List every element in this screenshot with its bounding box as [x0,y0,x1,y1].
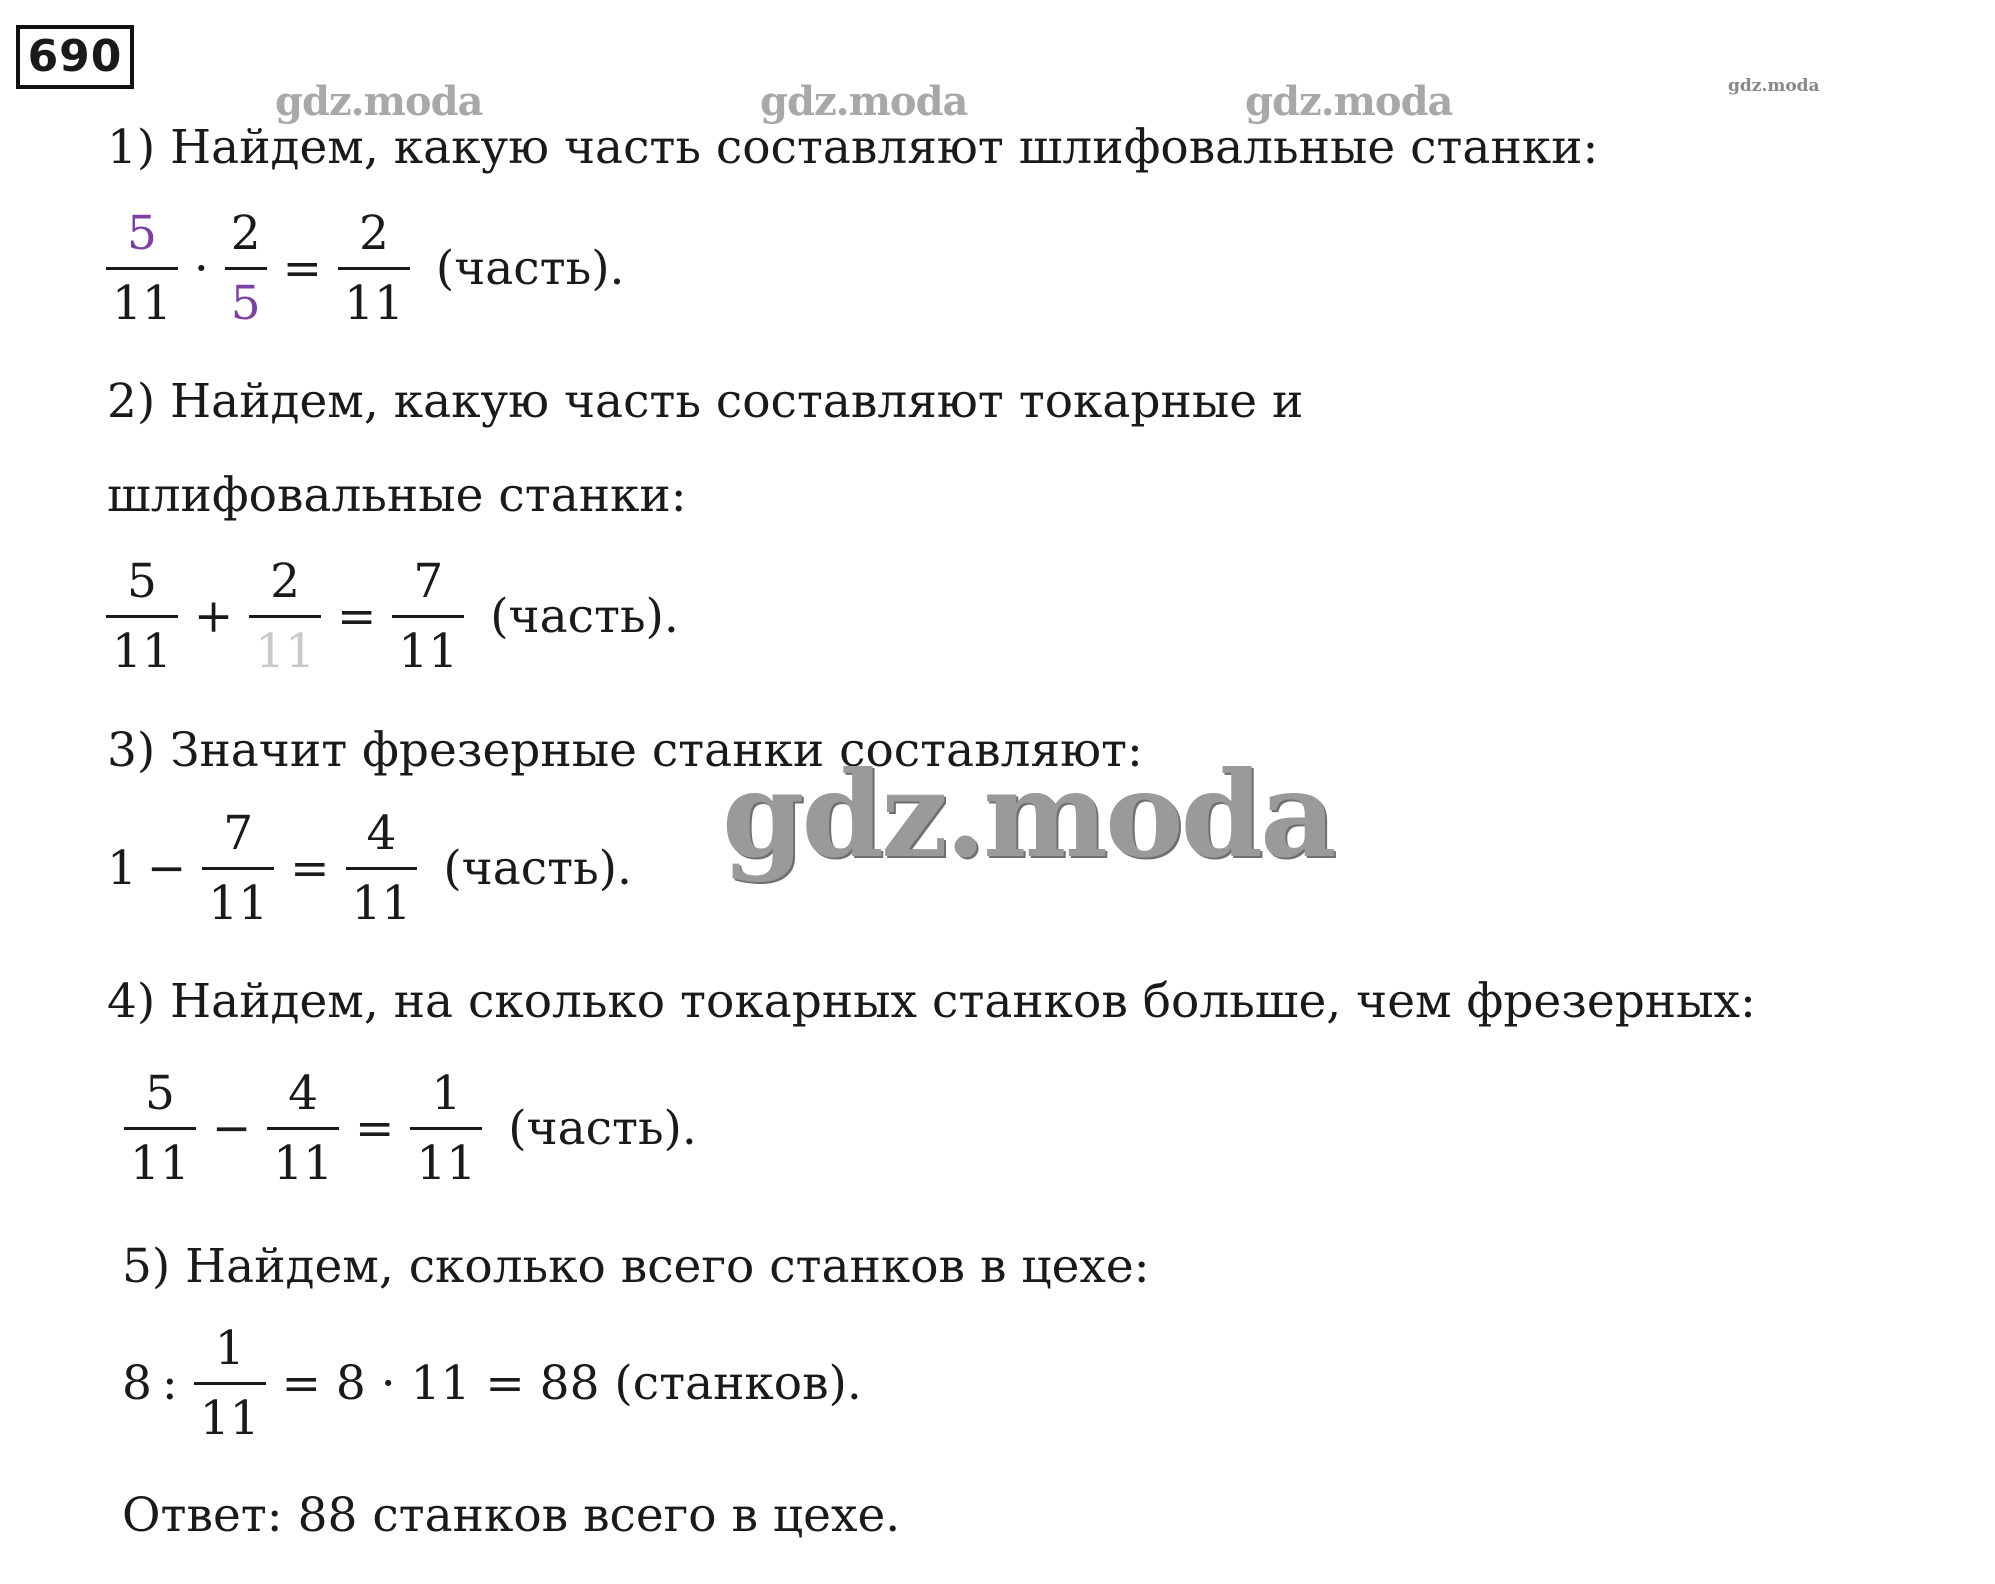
fraction: $\frac{7}{11}$ [202,810,274,927]
step-2-text-cont: шлифовальные станки: [107,468,687,523]
step-2-equation: $\frac{5}{11}$ + $\frac{2}{11}$ = $\frac{7}{11}$ (часть). [100,558,679,675]
watermark-logo: gdz.moda [722,745,1334,884]
fraction: $\frac{4}{11}$ [267,1070,339,1187]
fraction: $\frac{5}{11}$ [106,210,178,327]
fraction: $\frac{1}{11}$ [410,1070,482,1187]
fraction: $\frac{7}{11}$ [392,558,464,675]
fraction: $\frac{2}{5}$ [225,210,267,327]
step-4-equation: $\frac{5}{11}$ − $\frac{4}{11}$ = $\frac{1}{11}$ (часть). [118,1070,697,1187]
watermark-text: gdz.moda [1245,78,1453,125]
fraction: $\frac{2}{11}$ [338,210,410,327]
step-5-equation: 8 : $\frac{1}{11}$ = 8 · 11 = 88 (станков). [122,1321,862,1446]
watermark-text: gdz.moda [1728,76,1820,96]
step-2-text: 2) Найдем, какую часть составляют токарные и [107,374,1304,429]
step-3-text: 3) Значит фрезерные станки составляют: [107,723,1143,778]
step-4-text: 4) Найдем, на сколько токарных станков больше, чем фрезерных: [107,974,1756,1029]
step-1-text: 1) Найдем, какую часть составляют шлифовальные станки: [107,120,1599,175]
watermark-text: gdz.moda [275,78,483,125]
fraction: $\frac{5}{11}$ [106,558,178,675]
step-3-equation: 1 − $\frac{7}{11}$ = $\frac{4}{11}$ (часть). [107,806,632,931]
problem-number-badge: 690 [16,25,134,89]
step-5-text: 5) Найдем, сколько всего станков в цехе: [122,1239,1150,1294]
fraction: $\frac{2}{11}$ [249,558,321,675]
step-1-equation: $\frac{5}{11}$ · $\frac{2}{5}$ = $\frac{2}{11}$ (часть). [100,210,625,327]
fraction: $\frac{4}{11}$ [346,810,418,927]
watermark-text: gdz.moda [760,78,968,125]
answer-text: Ответ: 88 станков всего в цехе. [122,1488,901,1543]
fraction: $\frac{5}{11}$ [124,1070,196,1187]
fraction: $\frac{1}{11}$ [194,1325,266,1442]
